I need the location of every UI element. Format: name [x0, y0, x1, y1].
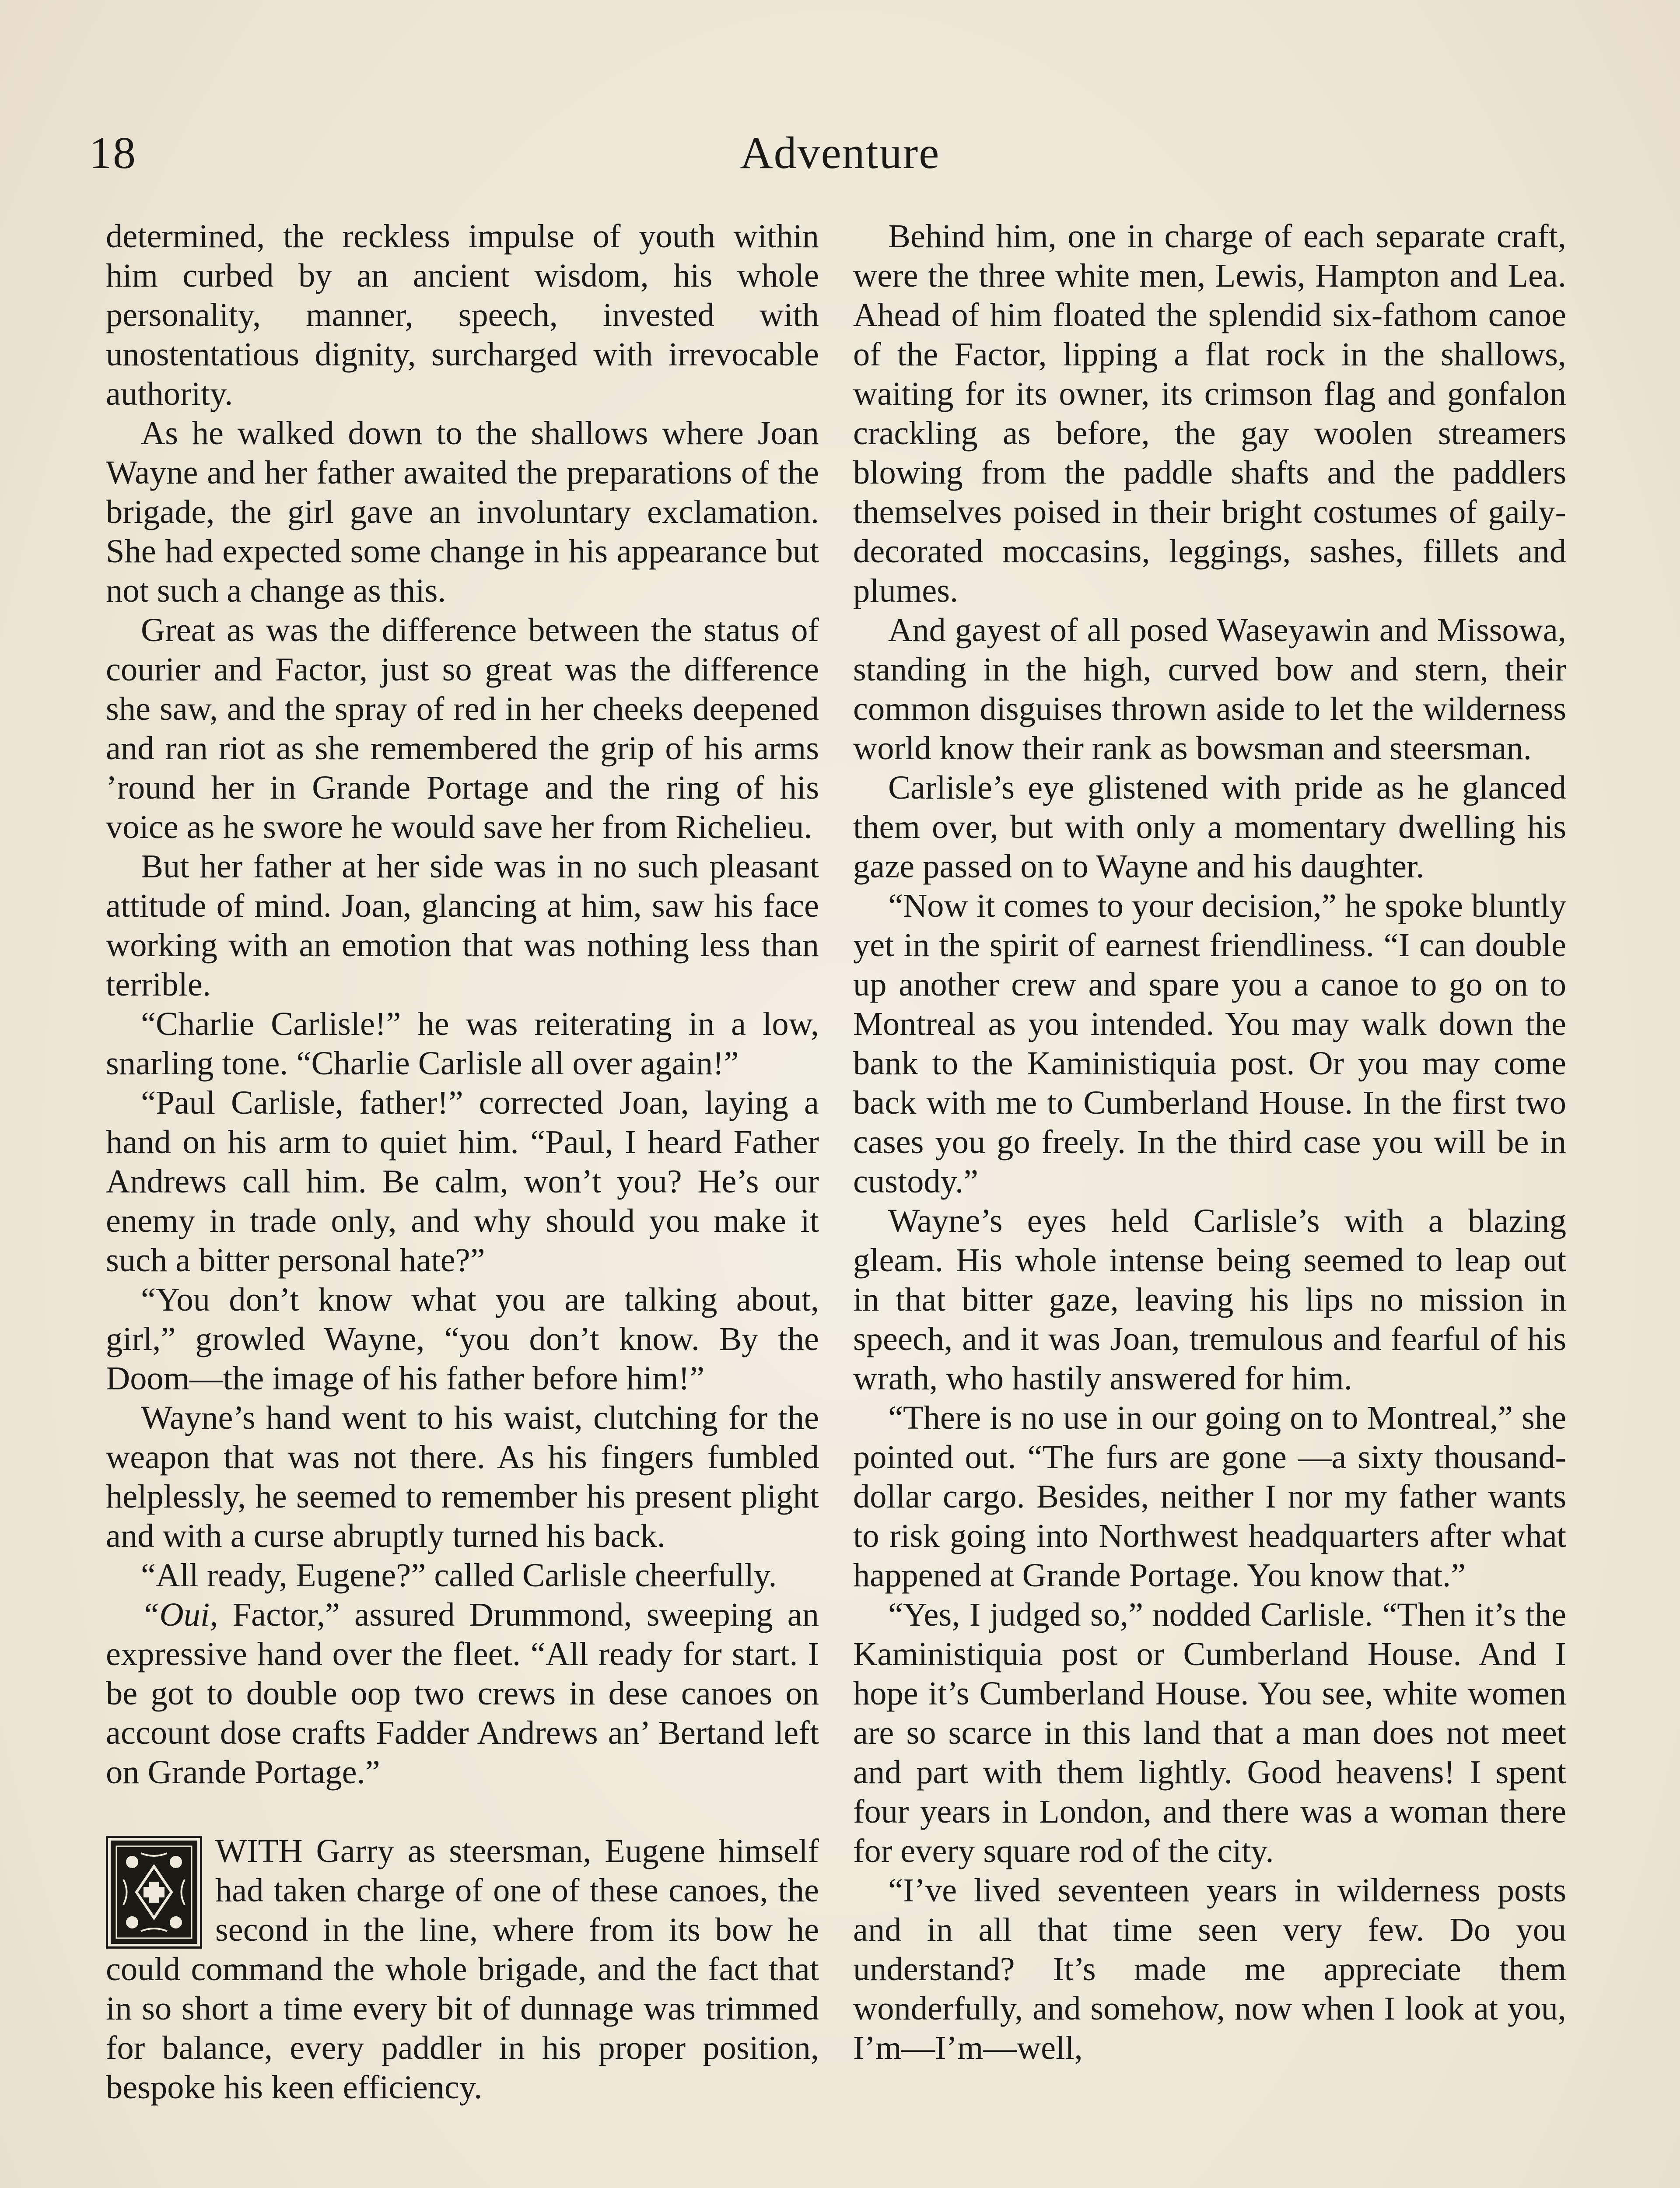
paragraph-text: WITH Garry as steersman, Eugene himself had taken charge of one of these canoes, the second in the line, where from its bow he could command the whole brigade, and the fact that in so short a time every bit of dunnage was trimmed for balance, every paddler in his proper position, bespoke his keen efficiency.: [106, 1832, 819, 2106]
section-opening-paragraph: [106, 1831, 819, 2107]
paragraph-text: Factor,” assured Drummond, sweeping an expressive hand over the fleet. “All ready for start. I be got to double oop two crews in dese canoes on account dose crafts Fadder Andrews an’ Bertand left on Grande Portage.”: [106, 1596, 819, 1791]
paragraph: “Paul Carlisle, father!” corrected Joan, laying a hand on his arm to quiet him. “Paul, I heard Father Andrews call him. Be calm, won’t you? He’s our enemy in trade only, and why should you make it such a bitter personal hate?”: [106, 1084, 819, 1279]
paragraph: Wayne’s eyes held Carlisle’s with a blazing gleam. His whole intense being seemed to leap out in that bitter gaze, leaving his lips no mission in speech, and it was Joan, tremulous and fearful of his wrath, who hastily answered for him.: [853, 1202, 1566, 1397]
section-break: [106, 1792, 819, 1831]
decorative-drop-cap-ornament-icon: [106, 1836, 202, 1949]
paragraph: Behind him, one in charge of each separate craft, were the three white men, Lewis, Hampton and Lea. Ahead of him floated the splendid six-fathom canoe of the Factor, lipping a flat rock in the shallows, waiting for its owner, its crimson flag and gonfalon crackling as before, the gay woolen streamers blowing from the paddle shafts and the paddlers themselves poised in their bright costumes of gaily-decorated moccasins, leggings, sashes, fillets and plumes.: [853, 217, 1566, 609]
paragraph: And gayest of all posed Waseyawin and Missowa, standing in the high, curved bow and stern, their common disguises thrown aside to let the wilderness world know their rank as bowsman and steersman.: [853, 611, 1566, 767]
paragraph: Wayne’s hand went to his waist, clutching for the weapon that was not there. As his fingers fumbled helplessly, he seemed to remember his present plight and with a curse abruptly turned his back.: [106, 1399, 819, 1554]
running-title: Adventure: [740, 128, 940, 178]
paragraph: “There is no use in our going on to Montreal,” she pointed out. “The furs are gone —a sixty thousand-dollar cargo. Besides, neither I nor my father wants to risk going into Northwest headquarters after what happened at Grande Portage. You know that.”: [853, 1399, 1566, 1594]
page-number: 18: [89, 128, 136, 178]
italic-word: “Oui,: [141, 1596, 218, 1633]
right-column: [853, 217, 1566, 2068]
page-header: [88, 118, 1592, 188]
paragraph: “Yes, I judged so,” nodded Carlisle. “Then it’s the Kaministiquia post or Cumberland House. And I hope it’s Cumberland House. You see, white women are so scarce in this land that a man does not meet and part with them lightly. Good heavens! I spent four years in London, and there was a woman there for every square rod of the city.: [853, 1596, 1566, 1869]
paragraph: “All ready, Eugene?” called Carlisle cheerfully.: [141, 1557, 777, 1594]
paragraph: determined, the reckless impulse of youth within him curbed by an ancient wisdom, his whole personality, manner, speech, invested with unostentatious dignity, surcharged with irrevocable authority.: [106, 217, 819, 412]
paragraph: “You don’t know what you are talking about, girl,” growled Wayne, “you don’t know. By the Doom—the image of his father before him!”: [106, 1281, 819, 1397]
paragraph: [106, 1595, 819, 1792]
paragraph: “Charlie Carlisle!” he was reiterating in a low, snarling tone. “Charlie Carlisle all over again!”: [106, 1005, 819, 1082]
paragraph: “I’ve lived seventeen years in wilderness posts and in all that time seen very few. Do you understand? It’s made me appreciate them wonderfully, and somehow, now when I look at you, I’m—I’m—well,: [853, 1872, 1566, 2066]
left-column: [106, 217, 819, 2107]
paragraph: Great as was the difference between the status of courier and Factor, just so great was the difference she saw, and the spray of red in her cheeks deepened and ran riot as she remembered the grip of his arms ’round her in Grande Portage and the ring of his voice as he swore he would save her from Richelieu.: [106, 611, 819, 845]
paragraph: But her father at her side was in no such pleasant attitude of mind. Joan, glancing at him, saw his face working with an emotion that was nothing less than terrible.: [106, 848, 819, 1003]
paragraph: As he walked down to the shallows where Joan Wayne and her father awaited the preparations of the brigade, the girl gave an involuntary exclamation. She had expected some change in his appearance but not such a change as this.: [106, 414, 819, 609]
paragraph: Carlisle’s eye glistened with pride as he glanced them over, but with only a momentary dwelling his gaze passed on to Wayne and his daughter.: [853, 769, 1566, 885]
paragraph: “Now it comes to your decision,” he spoke bluntly yet in the spirit of earnest friendliness. “I can double up another crew and spare you a canoe to go on to Montreal as you intended. You may walk down the bank to the Kaministiquia post. Or you may come back with me to Cumberland House. In the first two cases you go freely. In the third case you will be in custody.”: [853, 887, 1566, 1200]
